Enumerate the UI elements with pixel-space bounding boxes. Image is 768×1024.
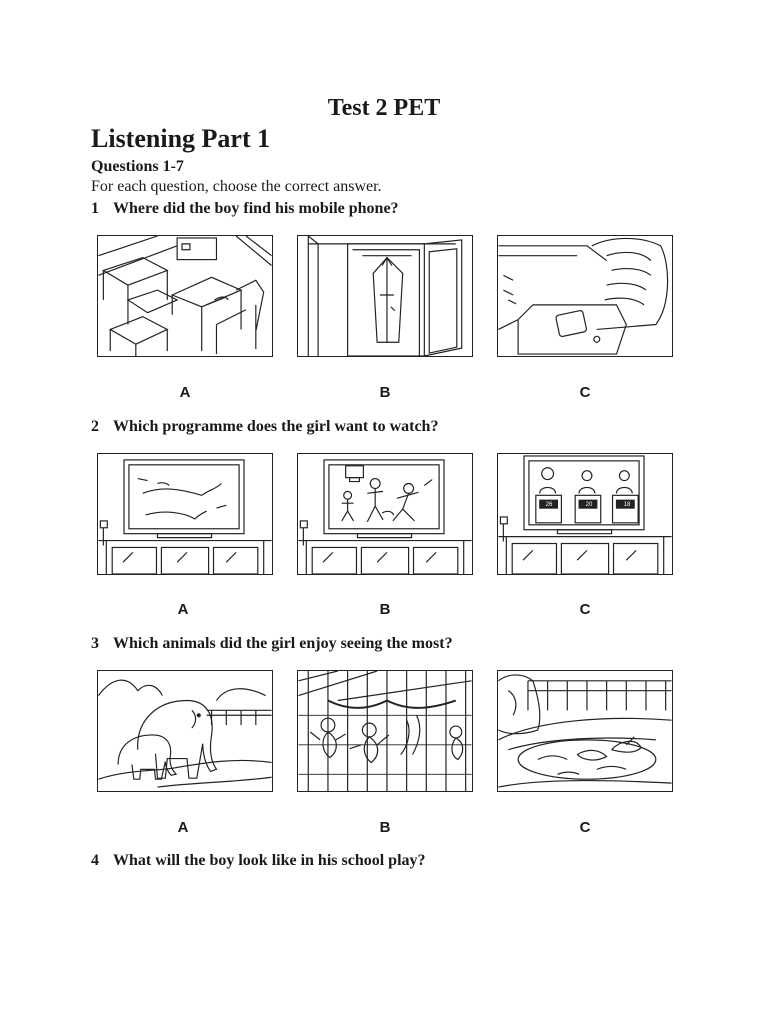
q3-label-b: B <box>379 819 391 836</box>
q3-label-c: C <box>579 819 591 836</box>
question-text: Which animals did the girl enjoy seeing the most? <box>113 635 453 652</box>
question-number: 3 <box>91 635 99 652</box>
q1-label-c: C <box>579 384 591 401</box>
q3-option-a-image-elephants[interactable] <box>97 670 273 792</box>
q1-option-b-image-wardrobe[interactable] <box>297 235 473 357</box>
question-1 <box>91 200 399 218</box>
q1-option-c-image-car-seat[interactable] <box>497 235 673 357</box>
page-title: Test 2 PET <box>327 95 441 121</box>
q2-option-a-image-tv-whales[interactable] <box>97 453 273 575</box>
questions-range: Questions 1-7 <box>91 158 184 175</box>
question-text: What will the boy look like in his school play? <box>113 852 426 869</box>
q3-option-c-image-seals-pool[interactable] <box>497 670 673 792</box>
q1-label-a: A <box>179 384 191 401</box>
q1-label-b: B <box>379 384 391 401</box>
q3-option-b-image-monkeys-cage[interactable] <box>297 670 473 792</box>
question-number: 2 <box>91 418 99 435</box>
q2-option-c-image-tv-quiz-show[interactable] <box>497 453 673 575</box>
q3-label-a: A <box>177 819 189 836</box>
question-4 <box>91 852 426 870</box>
scoreboard-2: 20 <box>585 502 593 508</box>
q2-label-a: A <box>177 601 189 618</box>
q2-label-c: C <box>579 601 591 618</box>
q2-label-b: B <box>379 601 391 618</box>
question-number: 4 <box>91 852 99 869</box>
question-text: Which programme does the girl want to watch? <box>113 418 439 435</box>
question-3 <box>91 635 453 653</box>
q1-option-a-image-classroom-desks[interactable] <box>97 235 273 357</box>
q2-option-b-image-tv-basketball[interactable] <box>297 453 473 575</box>
part-title: Listening Part 1 <box>91 124 271 153</box>
scoreboard-3: 18 <box>623 502 631 508</box>
question-text: Where did the boy find his mobile phone? <box>113 200 399 217</box>
scoreboard-1: 26 <box>545 502 553 508</box>
question-2 <box>91 418 438 436</box>
instruction-text: For each question, choose the correct answer. <box>91 178 382 195</box>
question-number: 1 <box>91 200 99 217</box>
